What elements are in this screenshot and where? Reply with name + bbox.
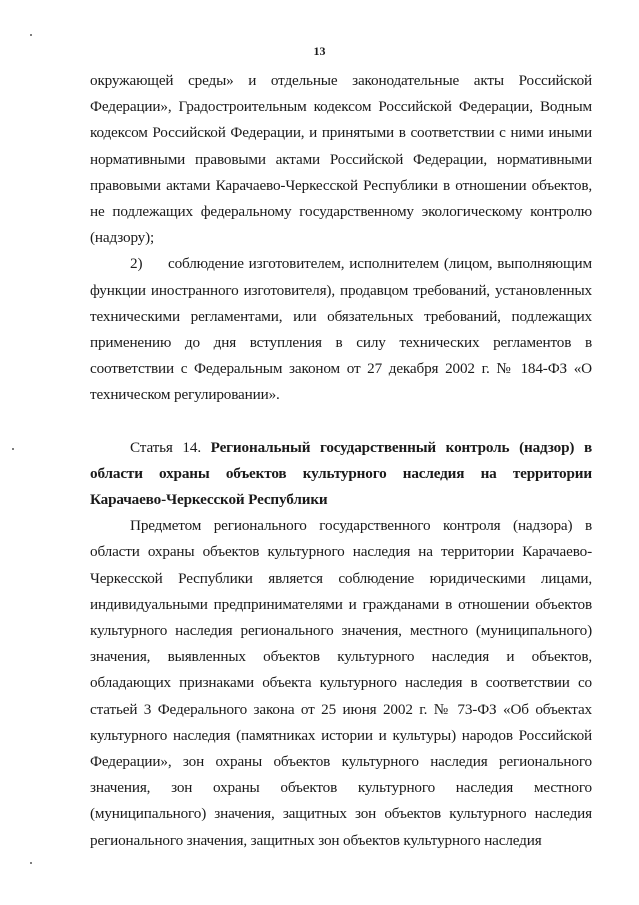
scan-speck <box>30 862 32 864</box>
article-label: Статья 14. <box>130 438 201 456</box>
article-paragraph: Предметом регионального государственного контроля (надзора) в области охраны объектов культурного наследия на территории Карачаево-Черкесской Республики является соблюдение юридическими лицами, индивидуальными предпринимателями и гражданами в отношении объектов культурного наследия регионального значения, местного (муниципального) значения, выявленных объектов культурного наследия и объектов, обладающих признаками объекта культурного наследия в соответствии со статьей 3 Федерального закона от 25 июня 2002 г. № 73-ФЗ «Об объектах культурного наследия (памятниках истории и культуры) народов Российской Федерации», зон охраны объектов культурного наследия регионального значения, зон охраны объектов культурного наследия местного (муниципального) значения, защитных зон объектов культурного наследия регионального значения, защитных зон объектов культурного наследия <box>90 517 592 849</box>
scan-speck <box>30 34 32 36</box>
list-item-2 <box>90 251 592 408</box>
list-item-text: соблюдение изготовителем, исполнителем (лицом, выполняющим функции иностранного изготовителя), продавцом требований, установленных техническими регламентами, или обязательных требований, подлежащих применению до дня вступления в силу технических регламентов в соответствии с Федеральным законом от 27 декабря 2002 г. № 184-ФЗ «О техническом регулировании». <box>90 255 592 404</box>
article-title: Региональный государственный контроль (надзор) в области охраны объектов культурного наследия на территории Карачаево-Черкесской Республики <box>90 438 592 509</box>
paragraph-continuation: окружающей среды» и отдельные законодательные акты Российской Федерации», Градостроительным кодексом Российской Федерации, Водным кодексом Российской Федерации, и принятыми в соответствии с ними иными нормативными правовыми актами Российской Федерации, нормативными правовыми актами Карачаево-Черкесской Республики в отношении объектов, не подлежащих федеральному государственному экологическому контролю (надзору); <box>90 72 592 247</box>
page-number: 13 <box>313 44 326 58</box>
body-text <box>90 68 592 854</box>
scan-speck <box>12 448 14 450</box>
article-heading <box>90 435 592 514</box>
paragraph-gap <box>90 409 592 435</box>
list-item-number: 2) <box>130 255 143 273</box>
